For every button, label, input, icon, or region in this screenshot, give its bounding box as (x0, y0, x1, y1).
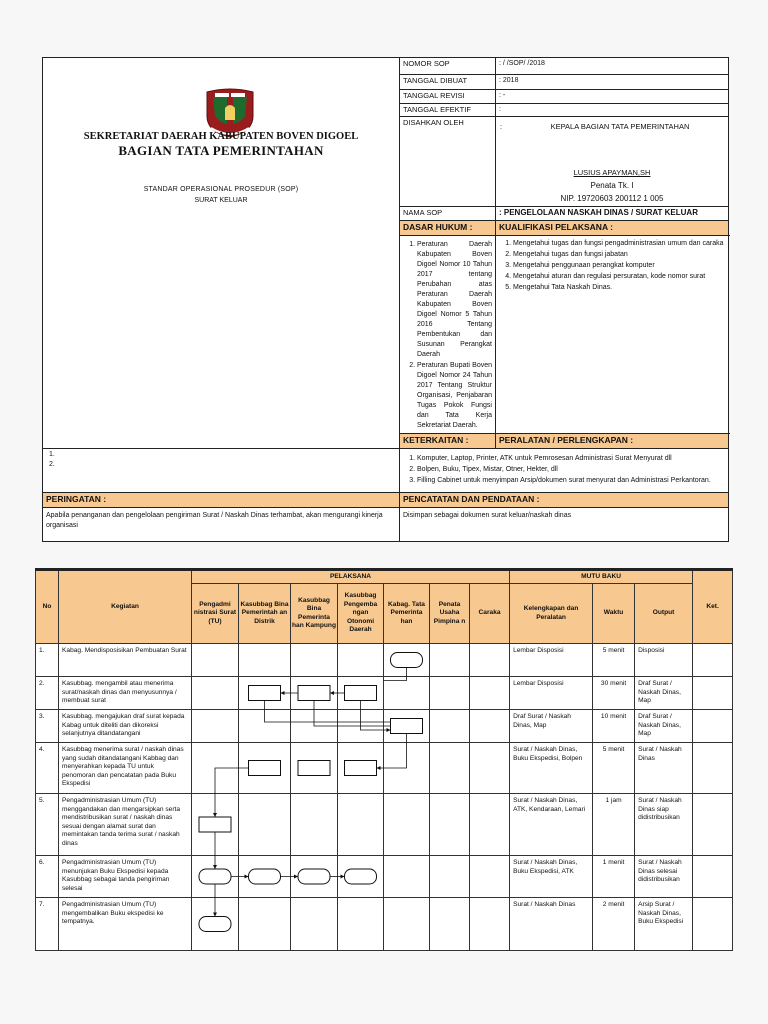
row-kelengkapan: Surat / Naskah Dinas, Buku Ekspedisi, ATK (510, 856, 593, 898)
row-ket (693, 710, 733, 743)
kualifikasi-title: KUALIFIKASI PELAKSANA : (496, 221, 729, 236)
keterkaitan-cell (43, 449, 400, 493)
tanggal-revisi-label: TANGGAL REVISI (400, 90, 496, 104)
col-no-header: No (36, 570, 59, 644)
row-output: Arsip Surat / Naskah Dinas, Buku Ekspedisi (635, 898, 693, 951)
swimlane-cell (239, 677, 291, 710)
swimlane-cell (291, 794, 338, 856)
row-waktu: 5 menit (593, 644, 635, 677)
row-kegiatan: Pengadministrasian Umum (TU) mengembalikan Buku ekspedisi ke tempatnya. (59, 898, 192, 951)
swimlane-cell (384, 710, 430, 743)
tanggal-revisi-value: : - (496, 90, 729, 104)
keterkaitan-item: 2. (49, 461, 55, 468)
sop-title-line1: STANDAR OPERASIONAL PROSEDUR (SOP) (143, 186, 299, 193)
row-kelengkapan: Lembar Disposisi (510, 677, 593, 710)
swimlane-cell (470, 677, 510, 710)
disahkan-jabatan: KEPALA BAGIAN TATA PEMERINTAHAN (550, 122, 690, 131)
swimlane-cell (239, 794, 291, 856)
org-name-line1: SEKRETARIAT DAERAH KABUPATEN BOVEN DIGOEL (83, 131, 359, 142)
swimlane-cell (470, 644, 510, 677)
pencatatan-title: PENCATATAN DAN PENDATAAN : (400, 493, 729, 508)
swimlane-cell (430, 677, 470, 710)
dasar-hukum-item: 1. Peraturan Daerah Kabupaten Boven Digoel Nomor 10 Tahun 2017 tentang Perubahan atas Peraturan Daerah Kabupaten Boven Digoel Nomor 5 Tahun 2016 Tentang Pembentukan dan Susunan Perangkat Daerah (417, 240, 492, 360)
swimlane-cell (338, 898, 384, 951)
swimlane-cell (291, 710, 338, 743)
nomor-sop-label: NOMOR SOP (400, 58, 496, 75)
swimlane-cell (192, 898, 239, 951)
tanggal-efektif-value: : (496, 104, 729, 117)
pencatatan-text: Disimpan sebagai dokumen surat keluar/naskah dinas (400, 508, 729, 542)
kualifikasi-item: 2. Mengetahui tugas dan fungsi jabatan (513, 250, 725, 260)
dasar-hukum-list (403, 237, 492, 431)
table-row (36, 898, 733, 951)
row-kegiatan: Pengadministrasian Umum (TU) menunjukan Buku Ekspedisi kepada Kasubbag sebagai tanda pengiriman selesai (59, 856, 192, 898)
row-number: 7. (36, 898, 59, 951)
swimlane-cell (470, 794, 510, 856)
swimlane-cell (430, 644, 470, 677)
row-ket (693, 743, 733, 794)
swimlane-cell (384, 794, 430, 856)
row-kelengkapan: Surat / Naskah Dinas, ATK, Kendaraan, Lemari (510, 794, 593, 856)
role-header: Kasubbag Bina Pemerinta han Kampung (291, 584, 338, 644)
swimlane-cell (470, 898, 510, 951)
row-output: Draf Surat / Naskah Dinas, Map (635, 677, 693, 710)
peralatan-title: PERALATAN / PERLENGKAPAN : (496, 434, 729, 449)
role-header: Penata Usaha Pimpina n (430, 584, 470, 644)
row-output: Draf Surat / Naskah Dinas, Map (635, 710, 693, 743)
swimlane-cell (192, 677, 239, 710)
swimlane-cell (239, 743, 291, 794)
col-kegiatan-header: Kegiatan (59, 570, 192, 644)
swimlane-cell (338, 710, 384, 743)
peralatan-item: 1. Komputer, Laptop, Printer, ATK untuk Pemrosesan Administrasi Surat Menyurat dll (417, 454, 725, 464)
kualifikasi-item: 4. Mengetahui aturan dan regulasi persuratan, kode nomor surat (513, 272, 725, 282)
swimlane-cell (430, 743, 470, 794)
kualifikasi-item: 5. Mengetahui Tata Naskah Dinas. (513, 283, 725, 293)
disahkan-cell (496, 117, 729, 207)
keterkaitan-title: KETERKAITAN : (400, 434, 496, 449)
disahkan-colon: : (500, 122, 503, 131)
pejabat-pangkat: Penata Tk. I (590, 181, 634, 190)
peringatan-title: PERINGATAN : (43, 493, 400, 508)
row-kegiatan: Kabag. Mendisposisikan Pembuatan Surat (59, 644, 192, 677)
row-number: 5. (36, 794, 59, 856)
row-kelengkapan: Surat / Naskah Dinas, Buku Ekspedisi, Bolpen (510, 743, 593, 794)
swimlane-cell (239, 856, 291, 898)
table-row (36, 856, 733, 898)
swimlane-cell (384, 898, 430, 951)
row-number: 2. (36, 677, 59, 710)
row-ket (693, 677, 733, 710)
swimlane-cell (192, 644, 239, 677)
row-ket (693, 644, 733, 677)
pejabat-nama: LUSIUS APAYMAN,SH (573, 168, 651, 177)
row-waktu: 1 menit (593, 856, 635, 898)
swimlane-cell (470, 743, 510, 794)
row-output: Disposisi (635, 644, 693, 677)
swimlane-cell (430, 898, 470, 951)
table-row (36, 710, 733, 743)
disahkan-label: DISAHKAN OLEH (400, 117, 496, 207)
swimlane-cell (470, 856, 510, 898)
swimlane-cell (239, 898, 291, 951)
row-output: Surat / Naskah Dinas (635, 743, 693, 794)
row-number: 4. (36, 743, 59, 794)
role-header: Pengadmi nistrasi Surat (TU) (192, 584, 239, 644)
row-kegiatan: Pengadministrasian Umum (TU) menggandakan dan mengarsipkan serta mendistribusikan surat / naskah dinas sesuai dengan alamat surat dan memintakan tanda terima surat / naskah dinas (59, 794, 192, 856)
kualifikasi-item: 3. Mengetahui penggunaan perangkat komputer (513, 261, 725, 271)
table-row (36, 743, 733, 794)
dasar-hukum-item: 2. Peraturan Bupati Boven Digoel Nomor 24 Tahun 2017 Tentang Struktur Organisasi, Penjabaran Tugas Pokok Fungsi dan Tata Kerja Sekretariat Daerah. (417, 361, 492, 431)
procedure-flow-table (35, 568, 733, 951)
dasar-hukum-cell (400, 236, 496, 434)
pejabat-nip: NIP. 19720603 200112 1 005 (560, 194, 664, 203)
swimlane-cell (192, 794, 239, 856)
org-name-line2: BAGIAN TATA PEMERINTAHAN (118, 143, 324, 158)
swimlane-cell (430, 710, 470, 743)
table-row (36, 677, 733, 710)
org-header-cell (43, 58, 400, 449)
peralatan-list (403, 450, 725, 486)
col-waktu-header: Waktu (593, 584, 635, 644)
swimlane-cell (430, 856, 470, 898)
swimlane-cell (338, 644, 384, 677)
row-kegiatan: Kasubbag menerima surat / naskah dinas yang sudah ditandatangani Kabbag dan menyerahkan kepada TU untuk penomoran dan pencatatan pada Buku Ekspedisi (59, 743, 192, 794)
nama-sop-label: NAMA SOP (400, 207, 496, 221)
row-kelengkapan: Draf Surat / Naskah Dinas, Map (510, 710, 593, 743)
row-kelengkapan: Surat / Naskah Dinas (510, 898, 593, 951)
swimlane-cell (192, 743, 239, 794)
nama-sop-value: : PENGELOLAAN NASKAH DINAS / SURAT KELUAR (496, 207, 729, 221)
row-ket (693, 856, 733, 898)
sop-title-line2: SURAT KELUAR (194, 197, 248, 204)
role-header: Caraka (470, 584, 510, 644)
row-kegiatan: Kasubbag. mengajukan draf surat kepada Kabag untuk diteliti dan dikoreksi selanjutnya ditandatangani (59, 710, 192, 743)
swimlane-cell (291, 743, 338, 794)
row-waktu: 5 menit (593, 743, 635, 794)
table-row (36, 794, 733, 856)
mutu-baku-header: MUTU BAKU (510, 570, 693, 584)
swimlane-cell (384, 677, 430, 710)
peringatan-text: Apabila penanganan dan pengelolaan pengiriman Surat / Naskah Dinas terhambat, akan mengurangi kinerja organisasi (43, 508, 400, 542)
row-number: 6. (36, 856, 59, 898)
swimlane-cell (384, 856, 430, 898)
col-ket-header: Ket. (693, 570, 733, 644)
tanggal-dibuat-value: : 2018 (496, 75, 729, 90)
swimlane-cell (239, 710, 291, 743)
col-output-header: Output (635, 584, 693, 644)
swimlane-cell (338, 743, 384, 794)
swimlane-cell (192, 710, 239, 743)
swimlane-cell (384, 743, 430, 794)
swimlane-cell (239, 644, 291, 677)
role-header: Kasubbag Bina Pemerintah an Distrik (239, 584, 291, 644)
row-output: Surat / Naskah Dinas siap didistribusikan (635, 794, 693, 856)
kualifikasi-list (499, 237, 725, 293)
swimlane-cell (470, 710, 510, 743)
swimlane-cell (291, 898, 338, 951)
row-ket (693, 898, 733, 951)
kualifikasi-item: 1. Mengetahui tugas dan fungsi pengadministrasian umum dan caraka (513, 239, 725, 249)
swimlane-cell (384, 644, 430, 677)
row-waktu: 10 menit (593, 710, 635, 743)
kualifikasi-cell (496, 236, 729, 434)
row-output: Surat / Naskah Dinas selesai didistribusikan (635, 856, 693, 898)
peralatan-item: 3. Filling Cabinet untuk menyimpan Arsip/dokumen surat menyurat dan Administrasi Perkantoran. (417, 476, 725, 486)
dasar-hukum-title: DASAR HUKUM : (400, 221, 496, 236)
row-waktu: 30 menit (593, 677, 635, 710)
pelaksana-header: PELAKSANA (192, 570, 510, 584)
peralatan-item: 2. Bolpen, Buku, Tipex, Mistar, Otner, Hekter, dll (417, 465, 725, 475)
row-kelengkapan: Lembar Disposisi (510, 644, 593, 677)
nomor-sop-value: : / /SOP/ /2018 (496, 58, 729, 75)
swimlane-cell (291, 856, 338, 898)
swimlane-cell (430, 794, 470, 856)
role-header: Kabag. Tata Pemerinta han (384, 584, 430, 644)
tanggal-efektif-label: TANGGAL EFEKTIF (400, 104, 496, 117)
role-header: Kasubbag Pengemba ngan Otonomi Daerah (338, 584, 384, 644)
row-ket (693, 794, 733, 856)
table-row (36, 644, 733, 677)
sop-header-table (42, 57, 729, 542)
tanggal-dibuat-label: TANGGAL DIBUAT (400, 75, 496, 90)
swimlane-cell (338, 677, 384, 710)
peralatan-cell (400, 449, 729, 493)
swimlane-cell (291, 677, 338, 710)
row-number: 1. (36, 644, 59, 677)
row-number: 3. (36, 710, 59, 743)
col-kelengkapan-header: Kelengkapan dan Peralatan (510, 584, 593, 644)
row-waktu: 2 menit (593, 898, 635, 951)
flowchart-section (35, 568, 732, 951)
keterkaitan-item: 1. (49, 451, 55, 458)
row-kegiatan: Kasubbag. mengambil atau menerima surat/naskah dinas dan menyusunnya / membuat surat (59, 677, 192, 710)
swimlane-cell (192, 856, 239, 898)
swimlane-cell (291, 644, 338, 677)
swimlane-cell (338, 856, 384, 898)
swimlane-cell (338, 794, 384, 856)
row-waktu: 1 jam (593, 794, 635, 856)
